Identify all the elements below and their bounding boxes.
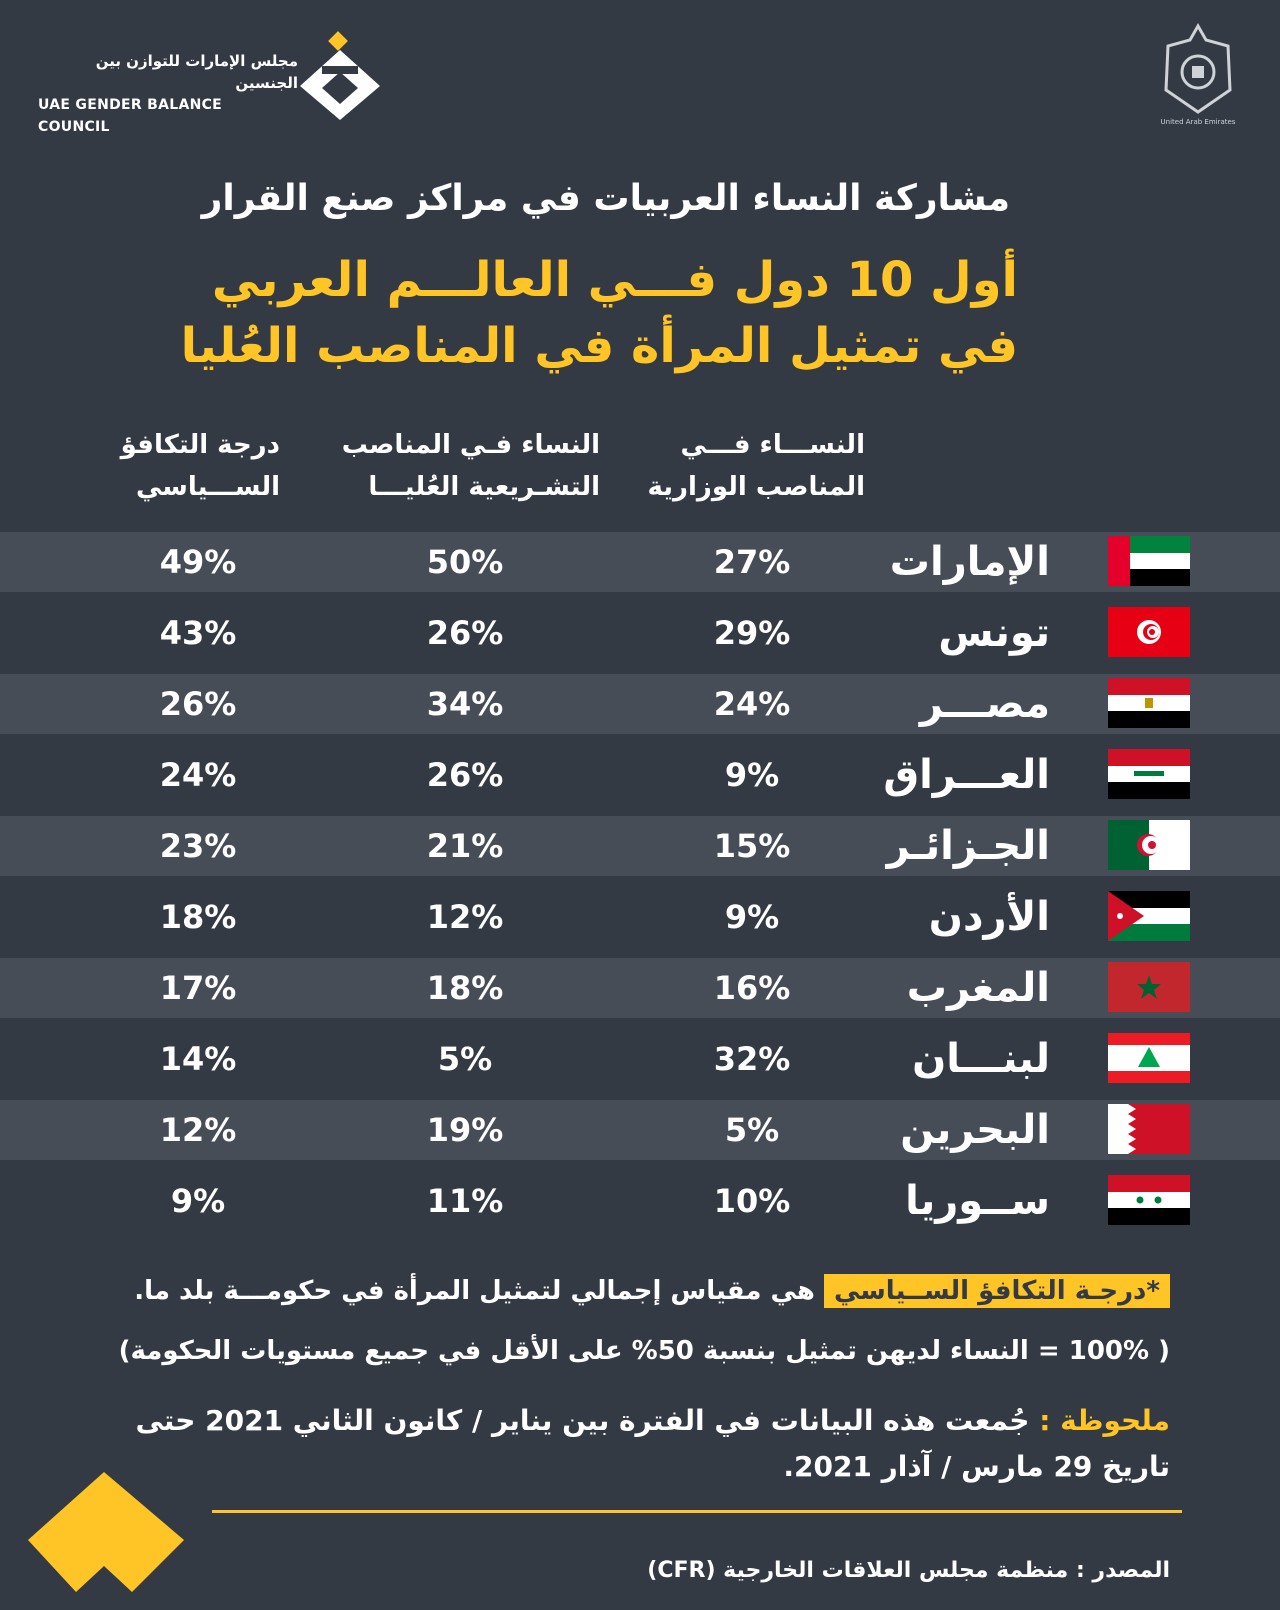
lebanon-flag-icon	[1108, 1033, 1190, 1083]
parity-value: 9%	[170, 1182, 226, 1220]
subtitle-line-2: في تمثيل المرأة في المناصب العُليا	[180, 318, 1018, 374]
table-row	[0, 1100, 1280, 1160]
ministerial-value: 27%	[713, 543, 791, 581]
ministerial-value: 16%	[713, 969, 791, 1007]
ministerial-value: 29%	[713, 614, 791, 652]
source-note: المصدر : منظمة مجلس العلاقات الخارجية (CFR)	[647, 1558, 1170, 1583]
page-title: مشاركة النساء العربيات في مراكز صنع القرار	[201, 178, 1010, 219]
decorative-diamond-icon	[28, 1472, 188, 1592]
table-row	[0, 674, 1280, 734]
parity-value: 14%	[159, 1040, 237, 1078]
ministerial-value: 5%	[724, 1111, 780, 1149]
parity-value: 24%	[159, 756, 237, 794]
country-name: تونس	[938, 610, 1050, 656]
column-header-legislative-line2: التشـريعية العُليـــا	[368, 472, 600, 502]
country-name: لبنـــان	[912, 1036, 1050, 1082]
emblem-caption: United Arab Emirates	[1160, 118, 1236, 126]
column-header-legislative-line1: النساء فـي المناصب	[341, 430, 600, 460]
parity-value: 18%	[159, 898, 237, 936]
table-row	[0, 1171, 1280, 1231]
parity-value: 26%	[159, 685, 237, 723]
council-name-ar: مجلس الإمارات للتوازن بين الجنسين	[95, 52, 298, 92]
column-header-ministerial-line2: المناصب الوزارية	[647, 472, 865, 502]
bahrain-flag-icon	[1108, 1104, 1190, 1154]
country-name: العـــراق	[883, 752, 1050, 798]
ministerial-value: 9%	[724, 756, 780, 794]
column-header-parity	[121, 424, 280, 508]
table-row	[0, 816, 1280, 876]
parity-value: 49%	[159, 543, 237, 581]
ministerial-value: 15%	[713, 827, 791, 865]
parity-definition	[134, 1276, 1170, 1306]
uae-emblem-icon	[1158, 20, 1238, 130]
column-header-ministerial	[647, 424, 865, 508]
footer-divider	[212, 1510, 1182, 1513]
country-name: مصـــر	[919, 681, 1050, 727]
legislative-value: 11%	[426, 1182, 504, 1220]
tunisia-flag-icon	[1108, 607, 1190, 657]
country-name: البحرين	[900, 1107, 1050, 1153]
table-row	[0, 603, 1280, 663]
parity-value: 17%	[159, 969, 237, 1007]
council-name-en: UAE GENDER BALANCE COUNCIL	[38, 97, 223, 135]
legislative-value: 5%	[437, 1040, 493, 1078]
egypt-flag-icon	[1108, 678, 1190, 728]
legislative-value: 50%	[426, 543, 504, 581]
column-header-parity-line1: درجة التكافؤ	[120, 430, 280, 460]
uae-flag-icon	[1108, 536, 1190, 586]
parity-definition-text: هي مقياس إجمالي لتمثيل المرأة في حكومـــة بلد ما.	[134, 1276, 815, 1306]
algeria-flag-icon	[1108, 820, 1190, 870]
country-name: الجـزائـر	[886, 823, 1050, 869]
iraq-flag-icon	[1108, 749, 1190, 799]
table-row	[0, 745, 1280, 805]
parity-value: 12%	[159, 1111, 237, 1149]
data-period-note	[100, 1398, 1170, 1490]
note-text: جُمعت هذه البيانات في الفترة بين يناير / كانون الثاني 2021 حتى تاريخ 29 مارس / آذار 2021.	[135, 1404, 1170, 1483]
syria-flag-icon	[1108, 1175, 1190, 1225]
table-row	[0, 887, 1280, 947]
jordan-flag-icon	[1108, 891, 1190, 941]
parity-value: 43%	[159, 614, 237, 652]
column-header-legislative	[342, 424, 600, 508]
legislative-value: 26%	[426, 756, 504, 794]
country-name: المغرب	[906, 965, 1050, 1011]
table-row	[0, 1029, 1280, 1089]
subtitle-line-1: أول 10 دول فـــي العالـــم العربي	[211, 252, 1018, 308]
ministerial-value: 9%	[724, 898, 780, 936]
parity-definition-highlight: *درجـة التكافؤ الســياسي	[824, 1274, 1170, 1308]
ministerial-value: 24%	[713, 685, 791, 723]
country-name: الإمارات	[889, 539, 1050, 585]
morocco-flag-icon	[1108, 962, 1190, 1012]
column-header-parity-line2: الســـياسي	[135, 472, 280, 502]
council-logo-icon	[292, 28, 388, 124]
legislative-value: 26%	[426, 614, 504, 652]
legislative-value: 18%	[426, 969, 504, 1007]
legislative-value: 12%	[426, 898, 504, 936]
note-label: ملحوظة :	[1039, 1404, 1170, 1437]
legislative-value: 19%	[426, 1111, 504, 1149]
column-header-ministerial-line1: النســـاء فـــي	[680, 430, 865, 460]
legislative-value: 21%	[426, 827, 504, 865]
ministerial-value: 32%	[713, 1040, 791, 1078]
legislative-value: 34%	[426, 685, 504, 723]
council-name	[38, 50, 298, 138]
table-row	[0, 532, 1280, 592]
parity-value: 23%	[159, 827, 237, 865]
country-name: ســوريا	[905, 1178, 1050, 1224]
table-row	[0, 958, 1280, 1018]
parity-scale-note: ( 100% = النساء لديهن تمثيل بنسبة 50% على الأقل في جميع مستويات الحكومة)	[118, 1336, 1170, 1366]
country-name: الأردن	[928, 894, 1050, 940]
ministerial-value: 10%	[713, 1182, 791, 1220]
